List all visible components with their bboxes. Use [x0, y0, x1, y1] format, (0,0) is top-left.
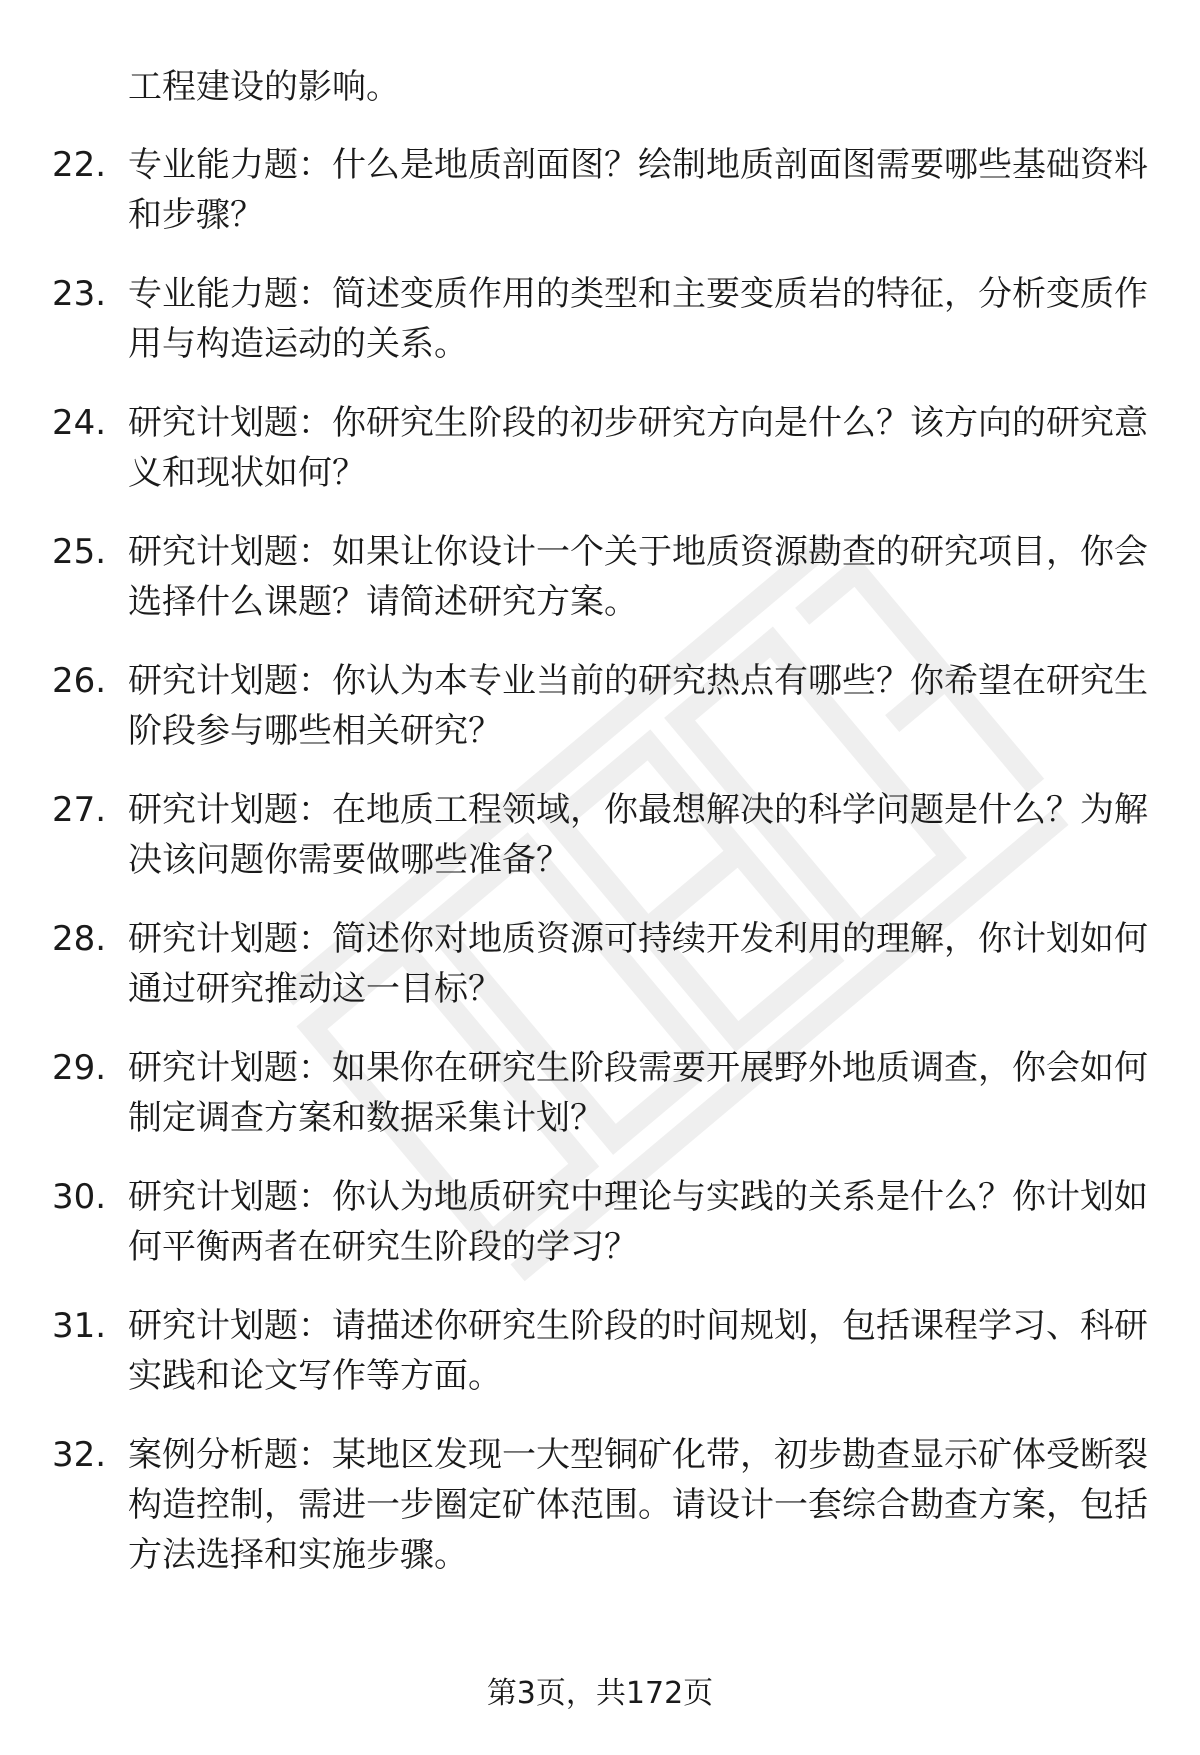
question-item	[0, 1301, 1200, 1430]
question-number: 32.	[52, 1435, 107, 1475]
question-text: 专业能力题：什么是地质剖面图？绘制地质剖面图需要哪些基础资料和步骤？	[128, 145, 1148, 235]
question-item	[0, 398, 1200, 527]
question-text: 研究计划题：如果让你设计一个关于地质资源勘查的研究项目，你会选择什么课题？请简述研究方案。	[128, 532, 1148, 622]
question-text: 研究计划题：在地质工程领域，你最想解决的科学问题是什么？为解决该问题你需要做哪些准备？	[128, 790, 1148, 880]
question-item	[0, 914, 1200, 1043]
question-number: 26.	[52, 661, 107, 701]
question-text: 研究计划题：如果你在研究生阶段需要开展野外地质调查，你会如何制定调查方案和数据采集计划？	[128, 1048, 1148, 1138]
question-text: 研究计划题：请描述你研究生阶段的时间规划，包括课程学习、科研实践和论文写作等方面。	[128, 1306, 1148, 1396]
question-item	[0, 1172, 1200, 1301]
continuation-text: 工程建设的影响。	[128, 67, 400, 107]
page-footer: 第3页，共172页	[486, 1676, 714, 1711]
question-number: 29.	[52, 1048, 107, 1088]
question-number: 27.	[52, 790, 107, 830]
question-text: 案例分析题：某地区发现一大型铜矿化带，初步勘查显示矿体受断裂构造控制，需进一步圈定矿体范围。请设计一套综合勘查方案，包括方法选择和实施步骤。	[128, 1435, 1148, 1575]
question-number: 30.	[52, 1177, 107, 1217]
question-number: 24.	[52, 403, 107, 443]
question-item	[0, 1043, 1200, 1172]
question-item	[0, 140, 1200, 269]
question-number: 31.	[52, 1306, 107, 1346]
question-text: 研究计划题：你认为地质研究中理论与实践的关系是什么？你计划如何平衡两者在研究生阶段的学习？	[128, 1177, 1148, 1267]
question-item	[0, 656, 1200, 785]
question-item	[0, 527, 1200, 656]
question-number: 23.	[52, 274, 107, 314]
question-text: 专业能力题：简述变质作用的类型和主要变质岩的特征，分析变质作用与构造运动的关系。	[128, 274, 1148, 364]
question-number: 28.	[52, 919, 107, 959]
question-list	[0, 140, 1200, 1610]
question-number: 25.	[52, 532, 107, 572]
question-text: 研究计划题：你研究生阶段的初步研究方向是什么？该方向的研究意义和现状如何？	[128, 403, 1148, 493]
question-number: 22.	[52, 145, 107, 185]
question-item	[0, 785, 1200, 914]
question-item	[0, 269, 1200, 398]
question-text: 研究计划题：你认为本专业当前的研究热点有哪些？你希望在研究生阶段参与哪些相关研究？	[128, 661, 1148, 751]
question-text: 研究计划题：简述你对地质资源可持续开发利用的理解，你计划如何通过研究推动这一目标？	[128, 919, 1148, 1009]
question-item	[0, 1430, 1200, 1610]
